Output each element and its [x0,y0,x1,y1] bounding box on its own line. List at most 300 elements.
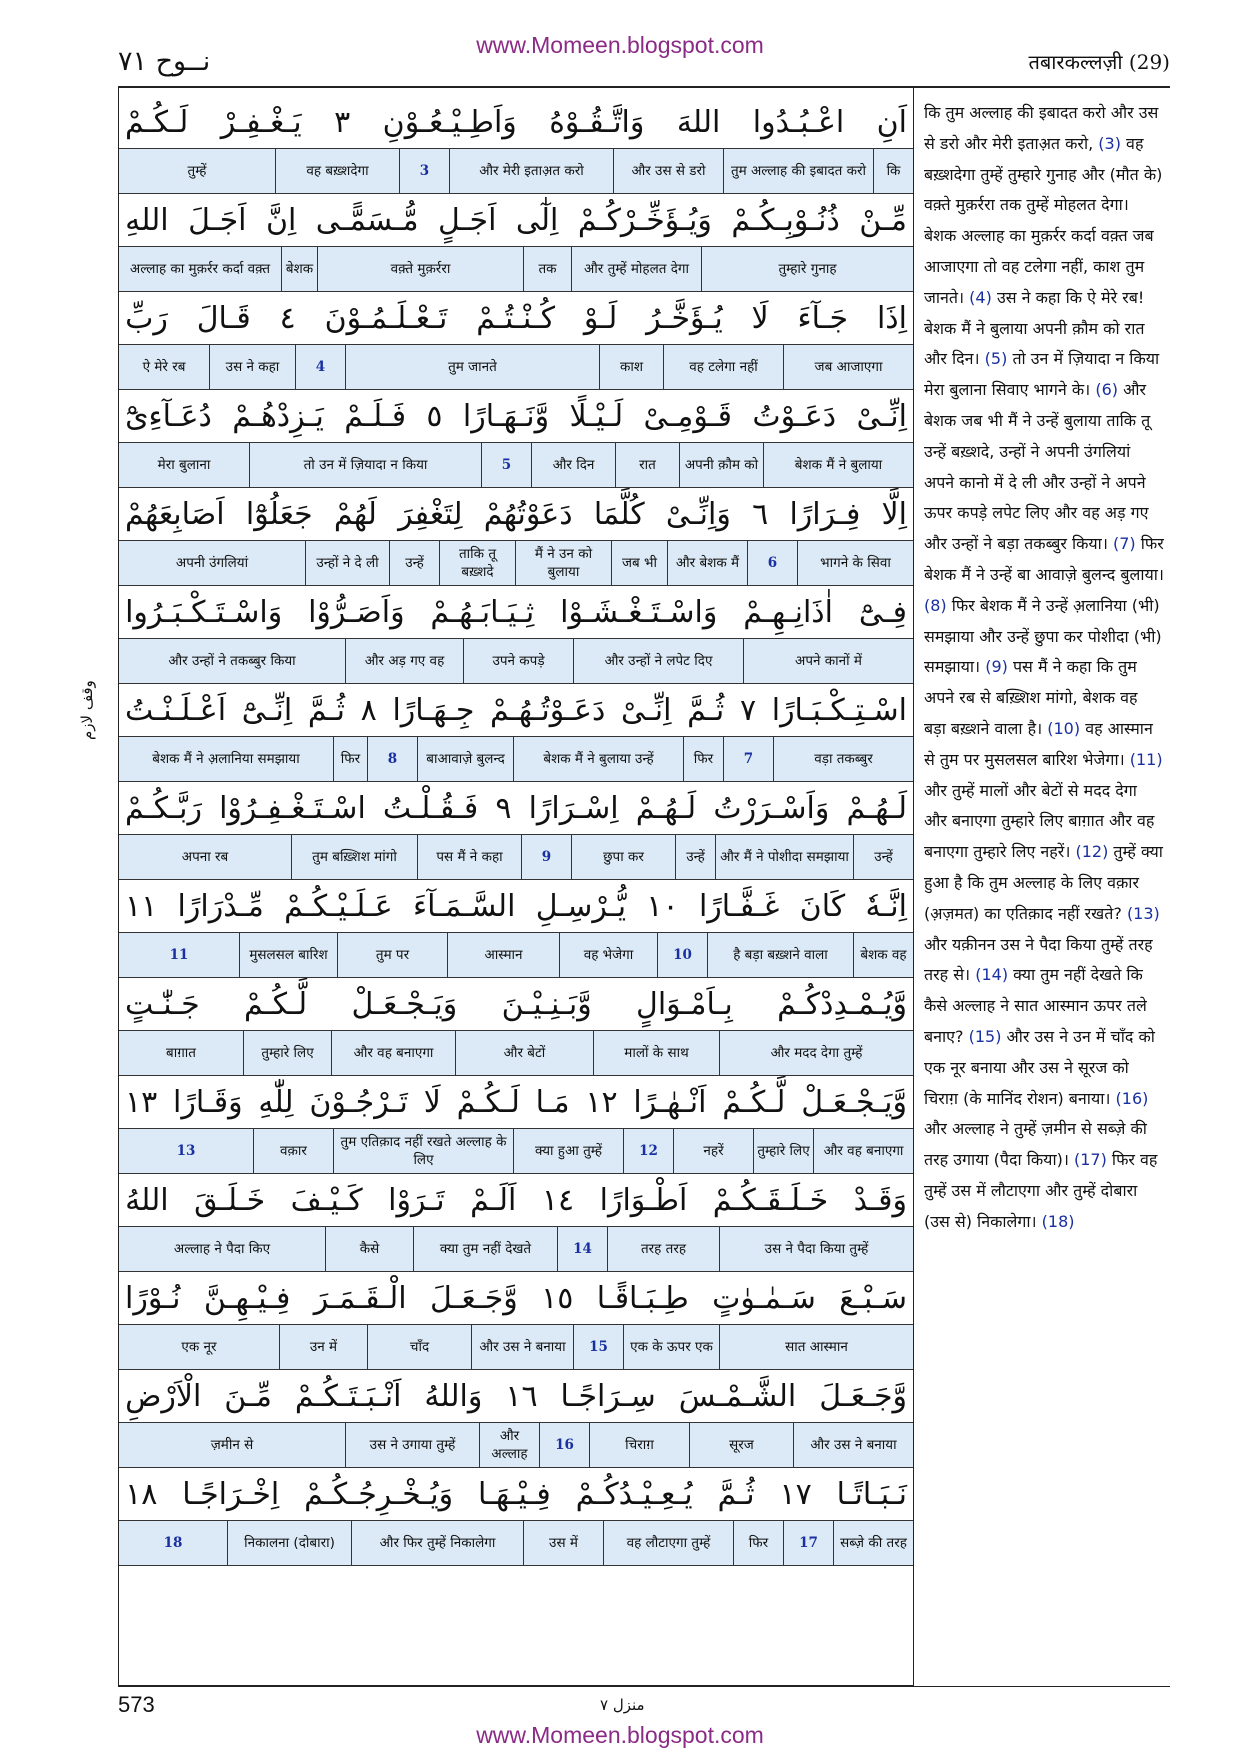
arabic-word: اللهِ [125,202,169,238]
arabic-word: ١٣ [125,1084,158,1120]
arabic-word: اِخْـرَاجًـا [182,1476,280,1512]
translation-cell: वह बख़्शदेगा [275,149,399,193]
translation-cell: और वह बनाएगा [331,1031,455,1075]
translation-cell: तुम्हारे लिए [243,1031,331,1075]
arabic-line [119,1076,913,1128]
waqf-mark: وقف لازم [78,680,96,740]
translation-passage: वह आस्मान से तुम पर मुसलसल बारिश भेजेगा। [924,718,1153,769]
arabic-word: قَـالَ [196,300,251,336]
arabic-word: وَيُـؤَخِّـرْكُـمْ [577,202,712,238]
word-translation-row [119,932,913,978]
translation-cell: नहरें [673,1129,753,1173]
arabic-word: وَيَـجْـعَـلْ [351,986,458,1022]
translation-cell: बेशक वह [853,933,913,977]
arabic-word: وَقَـارًا [173,1084,243,1120]
arabic-word: اِنَّ [265,202,297,238]
arabic-word: اللهُ [125,1182,169,1218]
arabic-word: مِّـدْرَارًا [177,888,264,924]
arabic-word: تَـرَوْا [388,1182,445,1218]
site-url-top: www.Momeen.blogspot.com [476,32,764,58]
translation-cell: फिर [683,737,723,781]
arabic-word: ٣ [334,104,351,140]
arabic-word: اٰذَانِـهِـمْ [743,594,833,630]
arabic-word: وَّيَـجْـعَـلْ [801,1084,907,1120]
arabic-word: لَـيْـلًا [569,398,624,434]
verse-number: (6) [1095,380,1118,400]
arabic-word: سِـرَاجًـا [560,1378,656,1414]
arabic-word: تَـرْجُـوْنَ [309,1084,408,1120]
arabic-word: لَـكُـمْ [456,1084,520,1120]
translation-cell: तुम बख़्शिश मांगो [291,835,417,879]
arabic-word: لَـكُـمْ [125,104,189,140]
translation-cell: अल्लाह का मुक़र्रर कर्दा वक़्त [129,261,271,277]
translation-cell: और तुम्हें मोहलत देगा [571,247,701,291]
arabic-line [119,96,913,148]
arabic-line [119,684,913,736]
arabic-line [119,194,913,246]
translation-cell: ताकि तू बख़्शदे [439,541,515,585]
arabic-word: يُـعِـيْـدُكُـمْ [575,1476,693,1512]
translation-cell: निकालना (दोबारा) [227,1521,351,1565]
verse-number-cell: 14 [557,1227,607,1271]
arabic-word: اَطْـوَارًا [599,1182,688,1218]
translation-cell: बेशक मैं ने बुलाया उन्हें [513,737,683,781]
translation-cell: और वह बनाएगा [813,1129,913,1173]
translation-cell: जब भी [611,541,667,585]
translation-cell: बेशक [281,247,317,291]
arabic-word: فَـقُـلْـتُ [382,790,479,826]
arabic-word: ٩ [495,790,512,826]
arabic-word: كُـنْـتُـمْ [476,300,555,336]
arabic-word: مُّـسَمًّـى [315,202,419,238]
arabic-word: اَنِ [876,104,907,140]
arabic-word: لَّـكُـمْ [243,986,308,1022]
arabic-word: ٤ [279,300,296,336]
translation-cell: एक के ऊपर एक [623,1325,719,1369]
verse-number-cell: 6 [747,541,797,585]
arabic-word: يَـغْـفِـرْ [220,104,302,140]
arabic-word: لَّـكُـمْ [722,1084,786,1120]
translation-cell: रात [615,443,679,487]
translation-cell: उस में [523,1521,603,1565]
arabic-word: خَـلَـقَـكُـمْ [712,1182,829,1218]
arabic-word: لَا [423,1084,441,1120]
verse-number-cell: 9 [521,835,571,879]
arabic-line [119,586,913,638]
translation-cell: और फिर तुम्हें निकालेगा [351,1521,523,1565]
translation-cell: और उस ने बनाया [793,1423,913,1467]
arabic-word: اعْـبُـدُوا [752,104,845,140]
arabic-word: غَـفَّـارًا [698,888,780,924]
arabic-word: وَّيُـمْـدِدْكُـمْ [777,986,907,1022]
translation-cell: उन में [279,1325,367,1369]
arabic-line [119,390,913,442]
arabic-word: اِنِّـىْٓ [241,692,293,728]
translation-cell: तुम्हारे लिए [753,1129,813,1173]
verse-number-cell: 11 [169,947,189,963]
translation-cell: वक़्ते मुक़र्ररा [317,247,523,291]
translation-passage: और बेशक जब भी मैं ने उन्हें बुलाया ताकि तू उन्हें बख़्शदे, उन्हों ने अपनी उंगलियां अपने कानो में दे ली और उन्हों ने अपने ऊपर कपड़े लपेट लिए और वह अड़ गए और उन्हों ने बड़ा तकब्बुर किया। [924,380,1151,554]
translation-cell: तरह तरह [607,1227,719,1271]
arabic-word: جِـهَـارًا [392,692,475,728]
verse-number: (5) [984,349,1008,369]
translation-cell: चिराग़ [589,1423,689,1467]
arabic-word: اَجَـلٍ [438,202,497,238]
translation-cell: वक़ार [253,1129,333,1173]
arabic-word: وَّجَـعَـلَ [819,1378,907,1414]
arabic-word: اسْـتِـكْـبَـارًا [771,692,907,728]
translation-cell: अपना रब [181,849,229,865]
arabic-word: اَلَـمْ [470,1182,517,1218]
translation-cell: मैं ने उन को बुलाया [515,541,611,585]
translation-cell: काश [599,345,663,389]
translation-cell: वह टलेगा नहीं [663,345,783,389]
translation-cell: और दिन [531,443,615,487]
verse-number-cell: 5 [481,443,531,487]
arabic-word: فَـلَـمْ [344,398,407,434]
verse-number: (18) [1041,1211,1075,1231]
verse-number: (13) [1126,903,1160,923]
arabic-word: ١٢ [585,1084,618,1120]
page-number: 573 [118,1692,155,1717]
manzil-label: منزل ٧ [600,1696,645,1714]
translation-cell: सूरज [689,1423,793,1467]
translation-cell: मेरा बुलाना [157,457,211,473]
arabic-word: لَهُمْ [333,496,377,532]
translation-text [924,98,1164,1237]
arabic-word: يُـؤَخَّـرُ [646,300,723,336]
translation-cell: और अड़ गए वह [345,639,463,683]
translation-passage: उस ने कहा कि ऐ मेरे रब! बेशक मैं ने बुलाया अपनी क़ौम को रात और दिन। [924,287,1145,369]
word-translation-row [119,834,913,880]
verse-number: (4) [969,287,992,307]
verse-number: (15) [968,1026,1002,1046]
word-translation-row [119,1030,913,1076]
arabic-line [119,488,913,540]
translation-cell: तुम अल्लाह की इबादत करो [723,149,873,193]
verse-number-cell: 12 [623,1129,673,1173]
arabic-line [119,1272,913,1324]
site-url-bottom: www.Momeen.blogspot.com [476,1722,764,1748]
translation-cell: आस्मान [447,933,559,977]
verse-number-cell: 18 [163,1535,183,1551]
arabic-word: قَـوْمِـىْ [643,398,732,434]
arabic-word: وَاَسْـرَرْتُ [713,790,830,826]
arabic-word: لَـهُـمْ [846,790,907,826]
word-translation-row [119,540,913,586]
arabic-line [119,782,913,834]
arabic-word: اَنْـهٰـرًا [633,1084,707,1120]
verse-number: (14) [975,965,1009,985]
word-translation-row [119,1422,913,1468]
arabic-word: لَـهُـمْ [635,790,697,826]
translation-cell: और मदद देगा तुम्हें [719,1031,913,1075]
translation-cell: तक [523,247,571,291]
translation-cell: ऐ मेरे रब [142,359,186,375]
word-translation-row [119,442,913,488]
arabic-word: خَـلَـقَ [194,1182,266,1218]
translation-cell: तो उन में ज़ियादा न किया [249,443,481,487]
translation-passage: और उस ने उन में चाँद को एक नूर बनाया और उस ने सूरज को चिराग़ (के मानिंद रोशन) बनाया। [924,1026,1155,1108]
translation-passage: पस मैं ने कहा कि तुम अपने रब से बख़्शिश मांगो, बेशक वह बड़ा बख़्शने वाला है। [924,657,1138,738]
translation-cell: तुम्हारे गुनाह [701,247,913,291]
translation-passage: क्या तुम नहीं देखते कि कैसे अल्लाह ने सात आस्मान ऊपर तले बनाए? [924,965,1147,1046]
translation-cell: अपने कानों में [743,639,913,683]
translation-cell: है बड़ा बख़्शने वाला [707,933,853,977]
translation-cell: तुम्हें [187,163,207,179]
arabic-word: جَـنّٰـتٍ [125,986,200,1022]
arabic-word: اَعْـلَـنْـتُ [125,692,227,728]
arabic-word: ٧ [739,692,757,728]
translation-cell: उन्हें [853,835,913,879]
translation-cell: और मैं ने पोशीदा समझाया [715,835,853,879]
translation-cell: और उन्हों ने तकब्बुर किया [168,653,296,669]
translation-cell: एक नूर [181,1339,217,1355]
arabic-word: جَعَلُوْٓا [245,496,313,532]
translation-cell: ज़मीन से [210,1437,254,1453]
translation-cell: अपनी क़ौम को [679,443,763,487]
arabic-word: كَـيْـفَ [290,1182,363,1218]
verse-number: (11) [1129,749,1163,769]
arabic-word: اِلٰٓى [515,202,559,238]
word-translation-row [119,1226,913,1272]
arabic-word: سَـبْـعَ [839,1280,907,1316]
translation-cell: और मेरी इताअ़त करो [449,149,613,193]
word-translation-row [119,344,913,390]
arabic-word: فِـيْـهَـا [477,1476,551,1512]
arabic-line [119,1370,913,1422]
arabic-word: رَبِّ [125,300,168,336]
translation-cell: मालों के साथ [593,1031,719,1075]
arabic-line [119,1174,913,1226]
arabic-word: يَـزِدْهُـمْ [232,398,324,434]
arabic-word: وَاسْـتَـكْـبَـرُوا [125,594,283,630]
arabic-word: وَاَصَـرُّوْا [308,594,405,630]
arabic-line [119,880,913,932]
word-translation-row [119,148,913,194]
translation-cell: और उस ने बनाया [471,1325,573,1369]
verse-number-cell: 13 [176,1143,196,1159]
arabic-word: اَجَـلَ [188,202,247,238]
translation-passage: वह बख़्शदेगा तुम्हें तुम्हारे गुनाह और (मौत के) वक़्ते मुक़र्ररा तक तुम्हें मोहलत देगा। बेशक अल्लाह का मुक़र्रर कर्दा वक़्त जब आजाएगा तो वह टलेगा नहीं, काश तुम जानते। [924,133,1163,307]
arabic-word: رَبَّـكُـمْ [125,790,202,826]
arabic-word: وَّجَـعَـلَ [429,1280,518,1316]
translation-cell: उस ने उगाया तुम्हें [345,1423,479,1467]
footer-rule [118,1686,1170,1687]
arabic-word: وَاللهُ [424,1378,483,1414]
arabic-word: نَـبَـاتًـا [836,1476,907,1512]
translation-cell: क्या तुम नहीं देखते [413,1227,557,1271]
verse-number-cell: 3 [399,149,449,193]
translation-cell: मुसलसल बारिश [239,933,337,977]
translation-passage: फिर बेशक मैं ने उन्हें बा आवाज़े बुलन्द बुलाया। [924,534,1164,584]
arabic-word: الْـقَـمَـرَ [313,1280,407,1316]
translation-cell: कि [873,149,913,193]
translation-cell: भागने के सिवा [797,541,913,585]
juz-title: तबारकल्लज़ी (29) [1028,50,1170,74]
translation-cell: छुपा कर [571,835,675,879]
arabic-word: السَّـمَـآءَ [413,888,516,924]
arabic-word: الشَّـمْـسَ [678,1378,797,1414]
arabic-word: عَـلَـيْـكُـمْ [284,888,393,924]
translation-passage: और यक़ीनन उस ने पैदा किया तुम्हें तरह तरह से। [924,934,1153,985]
arabic-word: نُـوْرًا [125,1280,181,1316]
arabic-word: ثُـمَّ [687,692,725,728]
translation-cell: और उन्हों ने लपेट दिए [573,639,743,683]
arabic-word: مِّـنَ [224,1378,272,1414]
verse-number-cell: 10 [657,933,707,977]
translation-cell: वह लौटाएगा तुम्हें [603,1521,733,1565]
arabic-word: وَّنَـهَـارًا [462,398,550,434]
arabic-word: وَاَطِـيْـعُـوْنِ [382,104,517,140]
arabic-word: ٨ [360,692,377,728]
verse-number: (3) [1098,133,1121,153]
translation-cell: फिर [333,737,367,781]
arabic-word: اسْـتَـغْـفِـرُوْا [219,790,366,826]
translation-column [914,88,1170,1686]
arabic-line [119,1468,913,1520]
translation-cell: वह भेजेगा [559,933,657,977]
translation-cell: उन्हों ने दे ली [305,541,389,585]
translation-cell: तुम एतिक़ाद नहीं रखते अल्लाह के लिए [333,1129,513,1173]
arabic-word: ١٤ [541,1182,575,1218]
translation-cell: उस ने कहा [209,345,295,389]
translation-passage: और तुम्हें मालों और बेटों से मदद देगा और बनाएगा तुम्हारे लिए बाग़ात और वह बनाएगा तुम्हारे लिए नहरें। [924,780,1155,862]
translation-passage: तुम्हें क्या हुआ है कि तुम अल्लाह के लिए वक़ार (अ़ज़मत) का एतिक़ाद नहीं रखते? [924,842,1163,923]
translation-passage: और अल्लाह ने तुम्हें ज़मीन से सब्ज़े की तरह उगाया (पैदा किया)। [924,1119,1147,1170]
verse-number: (12) [1075,842,1109,862]
translation-passage: कि तुम अल्लाह की इबादत करो और उस से डरो और मेरी इताअ़त करो, [924,103,1159,153]
translation-cell: अल्लाह ने पैदा किए [173,1241,271,1257]
arabic-word: الْاَرْضِ [125,1378,202,1414]
word-translation-row [119,638,913,684]
word-translation-row [119,1128,913,1174]
arabic-word: وَيُـخْـرِجُـكُـمْ [304,1476,454,1512]
verse-number-cell: 15 [573,1325,623,1369]
translation-cell: और बेटों [455,1031,593,1075]
arabic-word: اِنِّـىْ [856,398,907,434]
translation-cell: उस ने पैदा किया तुम्हें [719,1227,913,1271]
verse-number: (16) [1115,1088,1149,1108]
translation-cell: अपनी उंगलियां [175,555,249,571]
translation-cell: बेशक मैं ने बुलाया [763,443,913,487]
arabic-word: مِّـنْ [859,202,907,238]
translation-grid [118,88,914,1686]
arabic-word: لِلّٰهِ [258,1084,294,1120]
word-translation-row [119,1324,913,1370]
arabic-word: يُّـرْسِـلِ [535,888,627,924]
verse-number-cell: 8 [367,737,417,781]
translation-cell: फिर [733,1521,783,1565]
arabic-word: اِسْـرَارًا [528,790,619,826]
arabic-word: دَعَـوْتُـهُـمْ [490,692,606,728]
arabic-word: ٦ [752,496,769,532]
arabic-word: سَـمٰـوٰتٍ [712,1280,816,1316]
arabic-word: اِذَا [876,300,907,336]
translation-cell: उपने कपड़े [463,639,573,683]
translation-cell: चाँद [367,1325,471,1369]
word-translation-row [119,1520,913,1566]
arabic-word: فِـيْـهِـنَّ [203,1280,291,1316]
word-translation-row [119,736,913,782]
translation-cell: उन्हें [389,541,439,585]
translation-cell: बाआवाज़े बुलन्द [417,737,513,781]
arabic-line [119,978,913,1030]
verse-number: (8) [924,595,947,615]
translation-passage: तो उन में ज़ियादा न किया मेरा बुलाना सिवाए भागने के। [924,349,1160,400]
verse-number-cell: 17 [783,1521,833,1565]
arabic-line [119,292,913,344]
translation-cell: सब्ज़े की तरह [833,1521,913,1565]
verse-number-cell: 4 [295,345,345,389]
arabic-word: لِتَغْفِرَ [398,496,463,532]
arabic-word: تَـعْـلَـمُـوْنَ [324,300,448,336]
translation-cell: बाग़ात [166,1045,196,1061]
arabic-word: جَـآءَ [797,300,849,336]
arabic-word: اللهَ [676,104,721,140]
verse-number: (17) [1073,1150,1107,1170]
arabic-word: بِـاَمْـوَالٍ [636,986,733,1022]
translation-passage: फिर वह तुम्हें उस में लौटाएगा और तुम्हें दोबारा (उस से) निकालेगा। [924,1150,1158,1231]
arabic-word: وَاِنِّـىْ [665,496,731,532]
arabic-word: وَقَـدْ [853,1182,907,1218]
verse-number-cell: 16 [539,1423,589,1467]
translation-cell: बेशक मैं ने अ़लानिया समझाया [152,751,300,767]
translation-cell: जब आजाएगा [783,345,913,389]
arabic-word: اَصَابِعَهُمْ [125,496,225,532]
arabic-word: ١٧ [779,1476,812,1512]
arabic-word: دُعَـآءِىْٓ [125,398,212,434]
arabic-word: ١٨ [125,1476,158,1512]
arabic-word: لَـوْ [583,300,618,336]
arabic-word: مَـا [535,1084,570,1120]
arabic-word: كَانَ [799,888,846,924]
arabic-word: ١٦ [505,1378,538,1414]
word-translation-row [119,246,913,292]
arabic-word: فِـىْٓ [858,594,907,630]
translation-cell: तुम जानते [345,345,599,389]
translation-cell: और बेशक मैं [667,541,747,585]
arabic-word: اِنِّـىْ [621,692,672,728]
verse-number: (7) [1112,534,1136,554]
arabic-word: ثِـيَـابَـهُـمْ [430,594,535,630]
arabic-word: ١١ [125,888,158,924]
arabic-word: طِـبَـاقًـا [596,1280,689,1316]
arabic-word: وَاسْـتَـغْـشَـوْا [560,594,718,630]
arabic-word: ١٥ [541,1280,574,1316]
arabic-word: وَاتَّـقُـوْهُ [549,104,645,140]
arabic-word: ذُنُـوْبِـكُـمْ [731,202,840,238]
arabic-word: ثُـمَّ [307,692,345,728]
arabic-word: فِـرَارًا [789,496,861,532]
arabic-word: ٥ [426,398,443,434]
arabic-word: دَعَـوْتُ [752,398,837,434]
translation-cell: वड़ा तकब्बुर [773,737,913,781]
arabic-word: ١٠ [646,888,679,924]
verse-number: (9) [985,657,1008,677]
translation-cell: तुम पर [337,933,447,977]
arabic-word: اِلَّا [881,496,907,532]
translation-cell: और उस से डरो [613,149,723,193]
arabic-word: دَعَوْتُهُمْ [483,496,573,532]
verse-number: (10) [1047,718,1081,738]
translation-cell: सात आस्मान [719,1325,913,1369]
surah-title: نــوح ٧١ [118,46,211,77]
translation-cell: पस मैं ने कहा [417,835,521,879]
translation-cell: उन्हें [675,835,715,879]
arabic-word: اَنْـبَـتَـكُـمْ [294,1378,402,1414]
arabic-word: اِنَّـهٗ [865,888,907,924]
